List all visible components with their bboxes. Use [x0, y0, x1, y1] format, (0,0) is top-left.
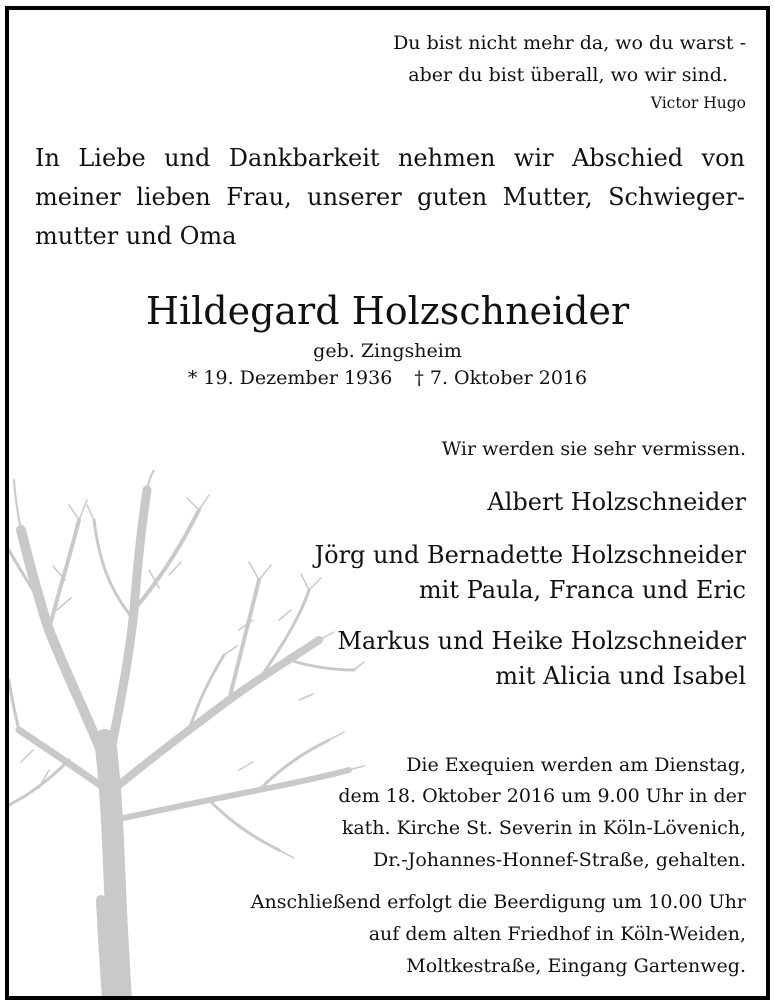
deceased-name: Hildegard Holzschneider — [145, 289, 630, 333]
intro-line-3: mutter und Oma — [35, 222, 237, 250]
obituary-notice — [5, 6, 770, 1000]
burial-line: auf dem alten Friedhof in Köln-Weiden, — [368, 923, 746, 945]
mourners-intro: Wir werden sie sehr vermissen. — [441, 438, 746, 460]
death-date: † 7. Oktober 2016 — [414, 367, 588, 389]
birth-date: * 19. Dezember 1936 — [187, 367, 393, 389]
mourner-line: mit Alicia und Isabel — [495, 662, 746, 690]
quote-line-1: Du bist nicht mehr da, wo du warst - — [393, 32, 746, 54]
quote-author: Victor Hugo — [650, 94, 746, 112]
quote-line-2: aber du bist überall, wo wir sind. — [408, 64, 728, 86]
mourner-line: Markus und Heike Holzschneider — [337, 627, 746, 655]
service-line: kath. Kirche St. Severin in Köln-Lövenich, — [341, 817, 746, 839]
mourner-line: mit Paula, Franca und Eric — [418, 576, 746, 604]
service-line: Die Exequien werden am Dienstag, — [406, 754, 746, 776]
burial-line: Moltkestraße, Eingang Gartenweg. — [406, 955, 746, 977]
service-line: Dr.-Johannes-Honnef-Straße, gehalten. — [373, 849, 746, 871]
intro-line-1: In Liebe und Dankbarkeit nehmen wir Abschied von — [35, 144, 745, 172]
mourner-line: Albert Holzschneider — [487, 488, 746, 516]
burial-line: Anschließend erfolgt die Beerdigung um 10.00 Uhr — [250, 891, 746, 913]
maiden-name: geb. Zingsheim — [313, 340, 462, 362]
mourner-line: Jörg und Bernadette Holzschneider — [314, 541, 746, 569]
life-dates — [9, 369, 766, 388]
service-line: dem 18. Oktober 2016 um 9.00 Uhr in der — [338, 785, 746, 807]
intro-line-2: meiner lieben Frau, unserer guten Mutter, Schwieger- — [35, 183, 745, 211]
